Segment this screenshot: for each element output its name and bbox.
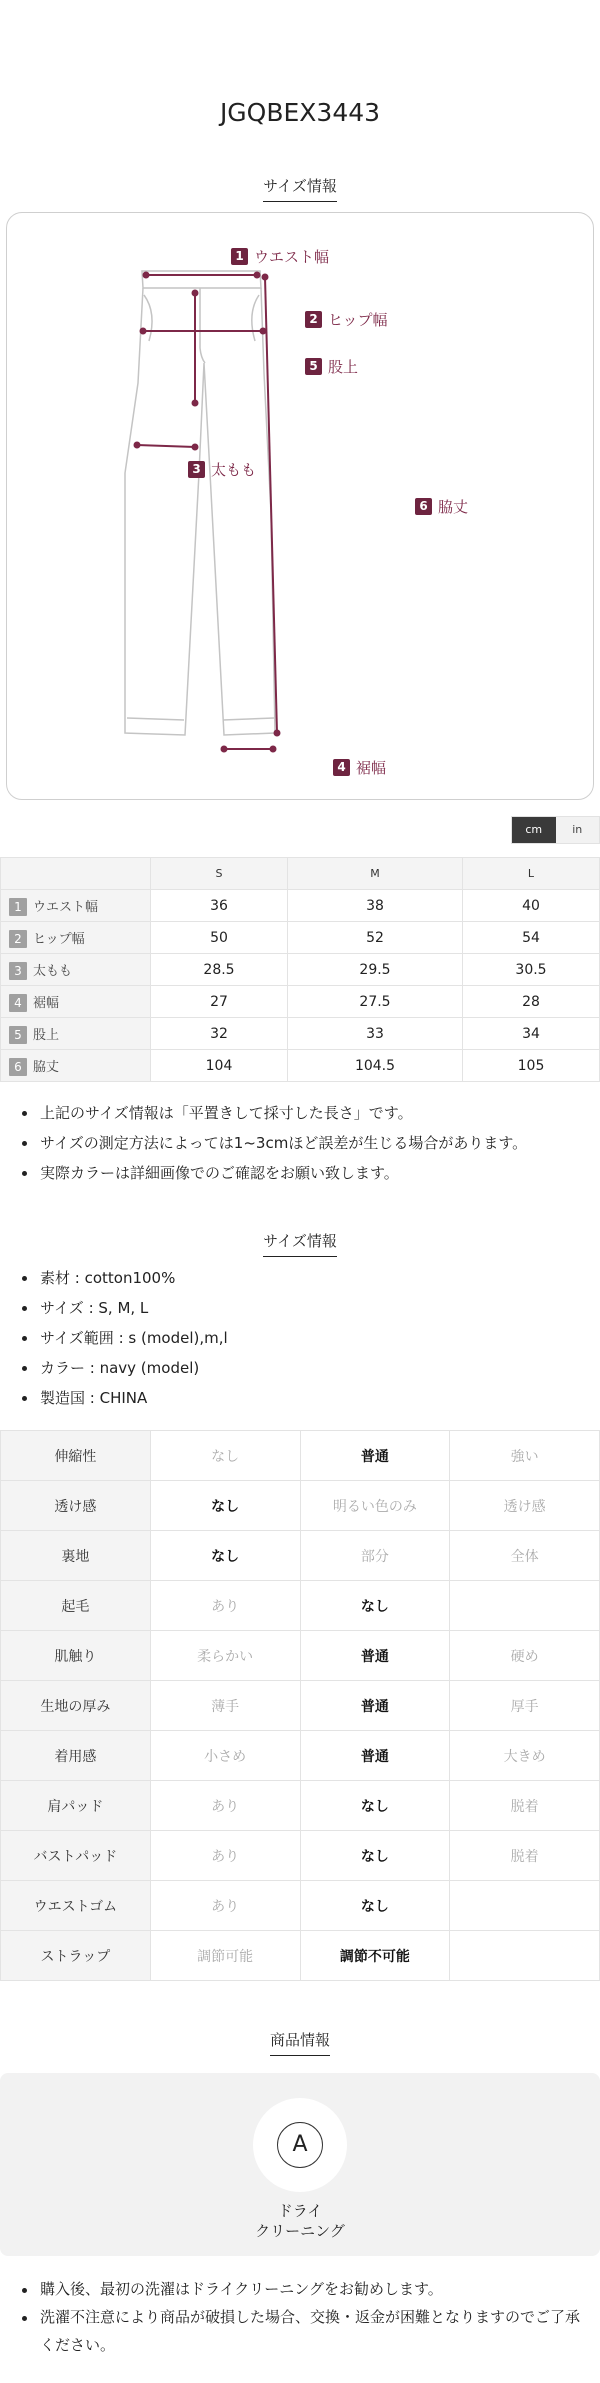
size-table-corner <box>1 858 151 890</box>
size-cell: 28.5 <box>151 954 288 986</box>
size-table <box>0 857 600 1082</box>
attribute-option: 硬め <box>450 1631 600 1681</box>
attribute-option: 普通 <box>300 1681 450 1731</box>
list-item: サイズの測定方法によっては1~3cmほど誤差が生じる場合があります。 <box>20 1128 590 1158</box>
list-item: 洗濯不注意により商品が破損した場合、交換・返金が困難となりますのでご了承ください。 <box>20 2303 580 2359</box>
care-label: ドライ クリーニング <box>255 2202 345 2240</box>
care-box <box>0 2073 600 2256</box>
pants-illustration <box>7 213 595 801</box>
attribute-option: なし <box>300 1781 450 1831</box>
size-header-s: S <box>151 858 288 890</box>
dry-clean-icon: A <box>277 2122 323 2168</box>
size-notes <box>20 1098 590 1188</box>
product-code: JGQBEX3443 <box>219 98 381 127</box>
diagram-label-hip: 2 ヒップ幅 <box>305 309 388 330</box>
size-cell: 36 <box>151 890 288 922</box>
size-cell: 38 <box>288 890 463 922</box>
size-cell: 34 <box>462 1018 599 1050</box>
diagram-label-rise: 5 股上 <box>305 356 358 377</box>
list-item: 素材 : cotton100% <box>20 1263 590 1293</box>
attribute-option: 明るい色のみ <box>300 1481 450 1531</box>
unit-toggle <box>511 816 600 844</box>
size-cell: 54 <box>462 922 599 954</box>
attribute-label: バストパッド <box>1 1831 151 1881</box>
table-row <box>1 1781 600 1831</box>
attribute-option: なし <box>300 1881 450 1931</box>
table-row <box>1 1631 600 1681</box>
size-cell: 27 <box>151 986 288 1018</box>
spec-list <box>20 1263 590 1413</box>
table-row <box>1 890 600 922</box>
attribute-option: 調節不可能 <box>300 1931 450 1981</box>
size-cell: 33 <box>288 1018 463 1050</box>
table-row <box>1 1731 600 1781</box>
care-notes <box>20 2275 580 2359</box>
list-item: カラー : navy (model) <box>20 1353 590 1383</box>
attribute-option: 脱着 <box>450 1781 600 1831</box>
attribute-option: あり <box>150 1881 300 1931</box>
size-cell: 40 <box>462 890 599 922</box>
attribute-label: 着用感 <box>1 1731 151 1781</box>
size-cell: 50 <box>151 922 288 954</box>
attribute-option: なし <box>300 1581 450 1631</box>
row-label: 3 太もも <box>1 954 151 986</box>
diagram-label-waist: 1 ウエスト幅 <box>231 246 329 267</box>
size-cell: 28 <box>462 986 599 1018</box>
attribute-option: 普通 <box>300 1431 450 1481</box>
attribute-option: 脱着 <box>450 1831 600 1881</box>
size-cell: 27.5 <box>288 986 463 1018</box>
size-table-header <box>1 858 600 890</box>
attribute-option <box>450 1931 600 1981</box>
size-cell: 32 <box>151 1018 288 1050</box>
table-row <box>1 1431 600 1481</box>
attribute-option: なし <box>150 1531 300 1581</box>
size-cell: 104.5 <box>288 1050 463 1082</box>
diagram-label-hem: 4 裾幅 <box>333 757 386 778</box>
table-row <box>1 1581 600 1631</box>
row-label: 2 ヒップ幅 <box>1 922 151 954</box>
diagram-label-thigh: 3 太もも <box>188 459 256 480</box>
attribute-label: ストラップ <box>1 1931 151 1981</box>
attribute-option: 厚手 <box>450 1681 600 1731</box>
attribute-option: 調節可能 <box>150 1931 300 1981</box>
table-row <box>1 922 600 954</box>
attribute-option <box>450 1881 600 1931</box>
unit-cm-button[interactable]: cm <box>512 817 556 843</box>
attribute-label: 透け感 <box>1 1481 151 1531</box>
attribute-option: 全体 <box>450 1531 600 1581</box>
table-row <box>1 1531 600 1581</box>
measurement-diagram <box>6 212 594 800</box>
row-label: 4 裾幅 <box>1 986 151 1018</box>
table-row <box>1 1050 600 1082</box>
list-item: サイズ : S, M, L <box>20 1293 590 1323</box>
attribute-option: 透け感 <box>450 1481 600 1531</box>
size-cell: 29.5 <box>288 954 463 986</box>
attribute-option: 普通 <box>300 1631 450 1681</box>
attribute-option: 小さめ <box>150 1731 300 1781</box>
list-item: 製造国 : CHINA <box>20 1383 590 1413</box>
attribute-option: なし <box>150 1481 300 1531</box>
attribute-table <box>0 1430 600 1981</box>
size-info-heading: サイズ情報 <box>0 175 600 202</box>
attribute-option: 薄手 <box>150 1681 300 1731</box>
size-header-l: L <box>462 858 599 890</box>
diagram-label-outseam: 6 脇丈 <box>415 496 468 517</box>
attribute-option: 強い <box>450 1431 600 1481</box>
attribute-label: 裏地 <box>1 1531 151 1581</box>
attribute-option: あり <box>150 1781 300 1831</box>
list-item: 購入後、最初の洗濯はドライクリーニングをお勧めします。 <box>20 2275 580 2303</box>
attribute-option: あり <box>150 1831 300 1881</box>
list-item: 実際カラーは詳細画像でのご確認をお願い致します。 <box>20 1158 590 1188</box>
attribute-option: 部分 <box>300 1531 450 1581</box>
attribute-label: 生地の厚み <box>1 1681 151 1731</box>
attribute-option: なし <box>150 1431 300 1481</box>
attribute-option: 柔らかい <box>150 1631 300 1681</box>
table-row <box>1 954 600 986</box>
attribute-label: 肩パッド <box>1 1781 151 1831</box>
row-label: 5 股上 <box>1 1018 151 1050</box>
table-row <box>1 1481 600 1531</box>
attribute-label: ウエストゴム <box>1 1881 151 1931</box>
size-cell: 30.5 <box>462 954 599 986</box>
table-row <box>1 1931 600 1981</box>
list-item: サイズ範囲 : s (model),m,l <box>20 1323 590 1353</box>
table-row <box>1 1881 600 1931</box>
row-label: 1 ウエスト幅 <box>1 890 151 922</box>
attribute-label: 起毛 <box>1 1581 151 1631</box>
attribute-label: 肌触り <box>1 1631 151 1681</box>
attribute-option: あり <box>150 1581 300 1631</box>
size-cell: 52 <box>288 922 463 954</box>
list-item: 上記のサイズ情報は「平置きして採寸した長さ」です。 <box>20 1098 590 1128</box>
attribute-label: 伸縮性 <box>1 1431 151 1481</box>
attribute-option: なし <box>300 1831 450 1881</box>
attribute-option <box>450 1581 600 1631</box>
spec-heading: サイズ情報 <box>0 1230 600 1257</box>
care-icon-circle <box>253 2098 347 2192</box>
size-header-m: M <box>288 858 463 890</box>
row-label: 6 脇丈 <box>1 1050 151 1082</box>
product-info-heading: 商品情報 <box>0 2029 600 2056</box>
table-row <box>1 986 600 1018</box>
unit-in-button[interactable]: in <box>556 817 600 843</box>
table-row <box>1 1831 600 1881</box>
attribute-option: 普通 <box>300 1731 450 1781</box>
attribute-option: 大きめ <box>450 1731 600 1781</box>
size-cell: 104 <box>151 1050 288 1082</box>
table-row <box>1 1018 600 1050</box>
size-cell: 105 <box>462 1050 599 1082</box>
table-row <box>1 1681 600 1731</box>
